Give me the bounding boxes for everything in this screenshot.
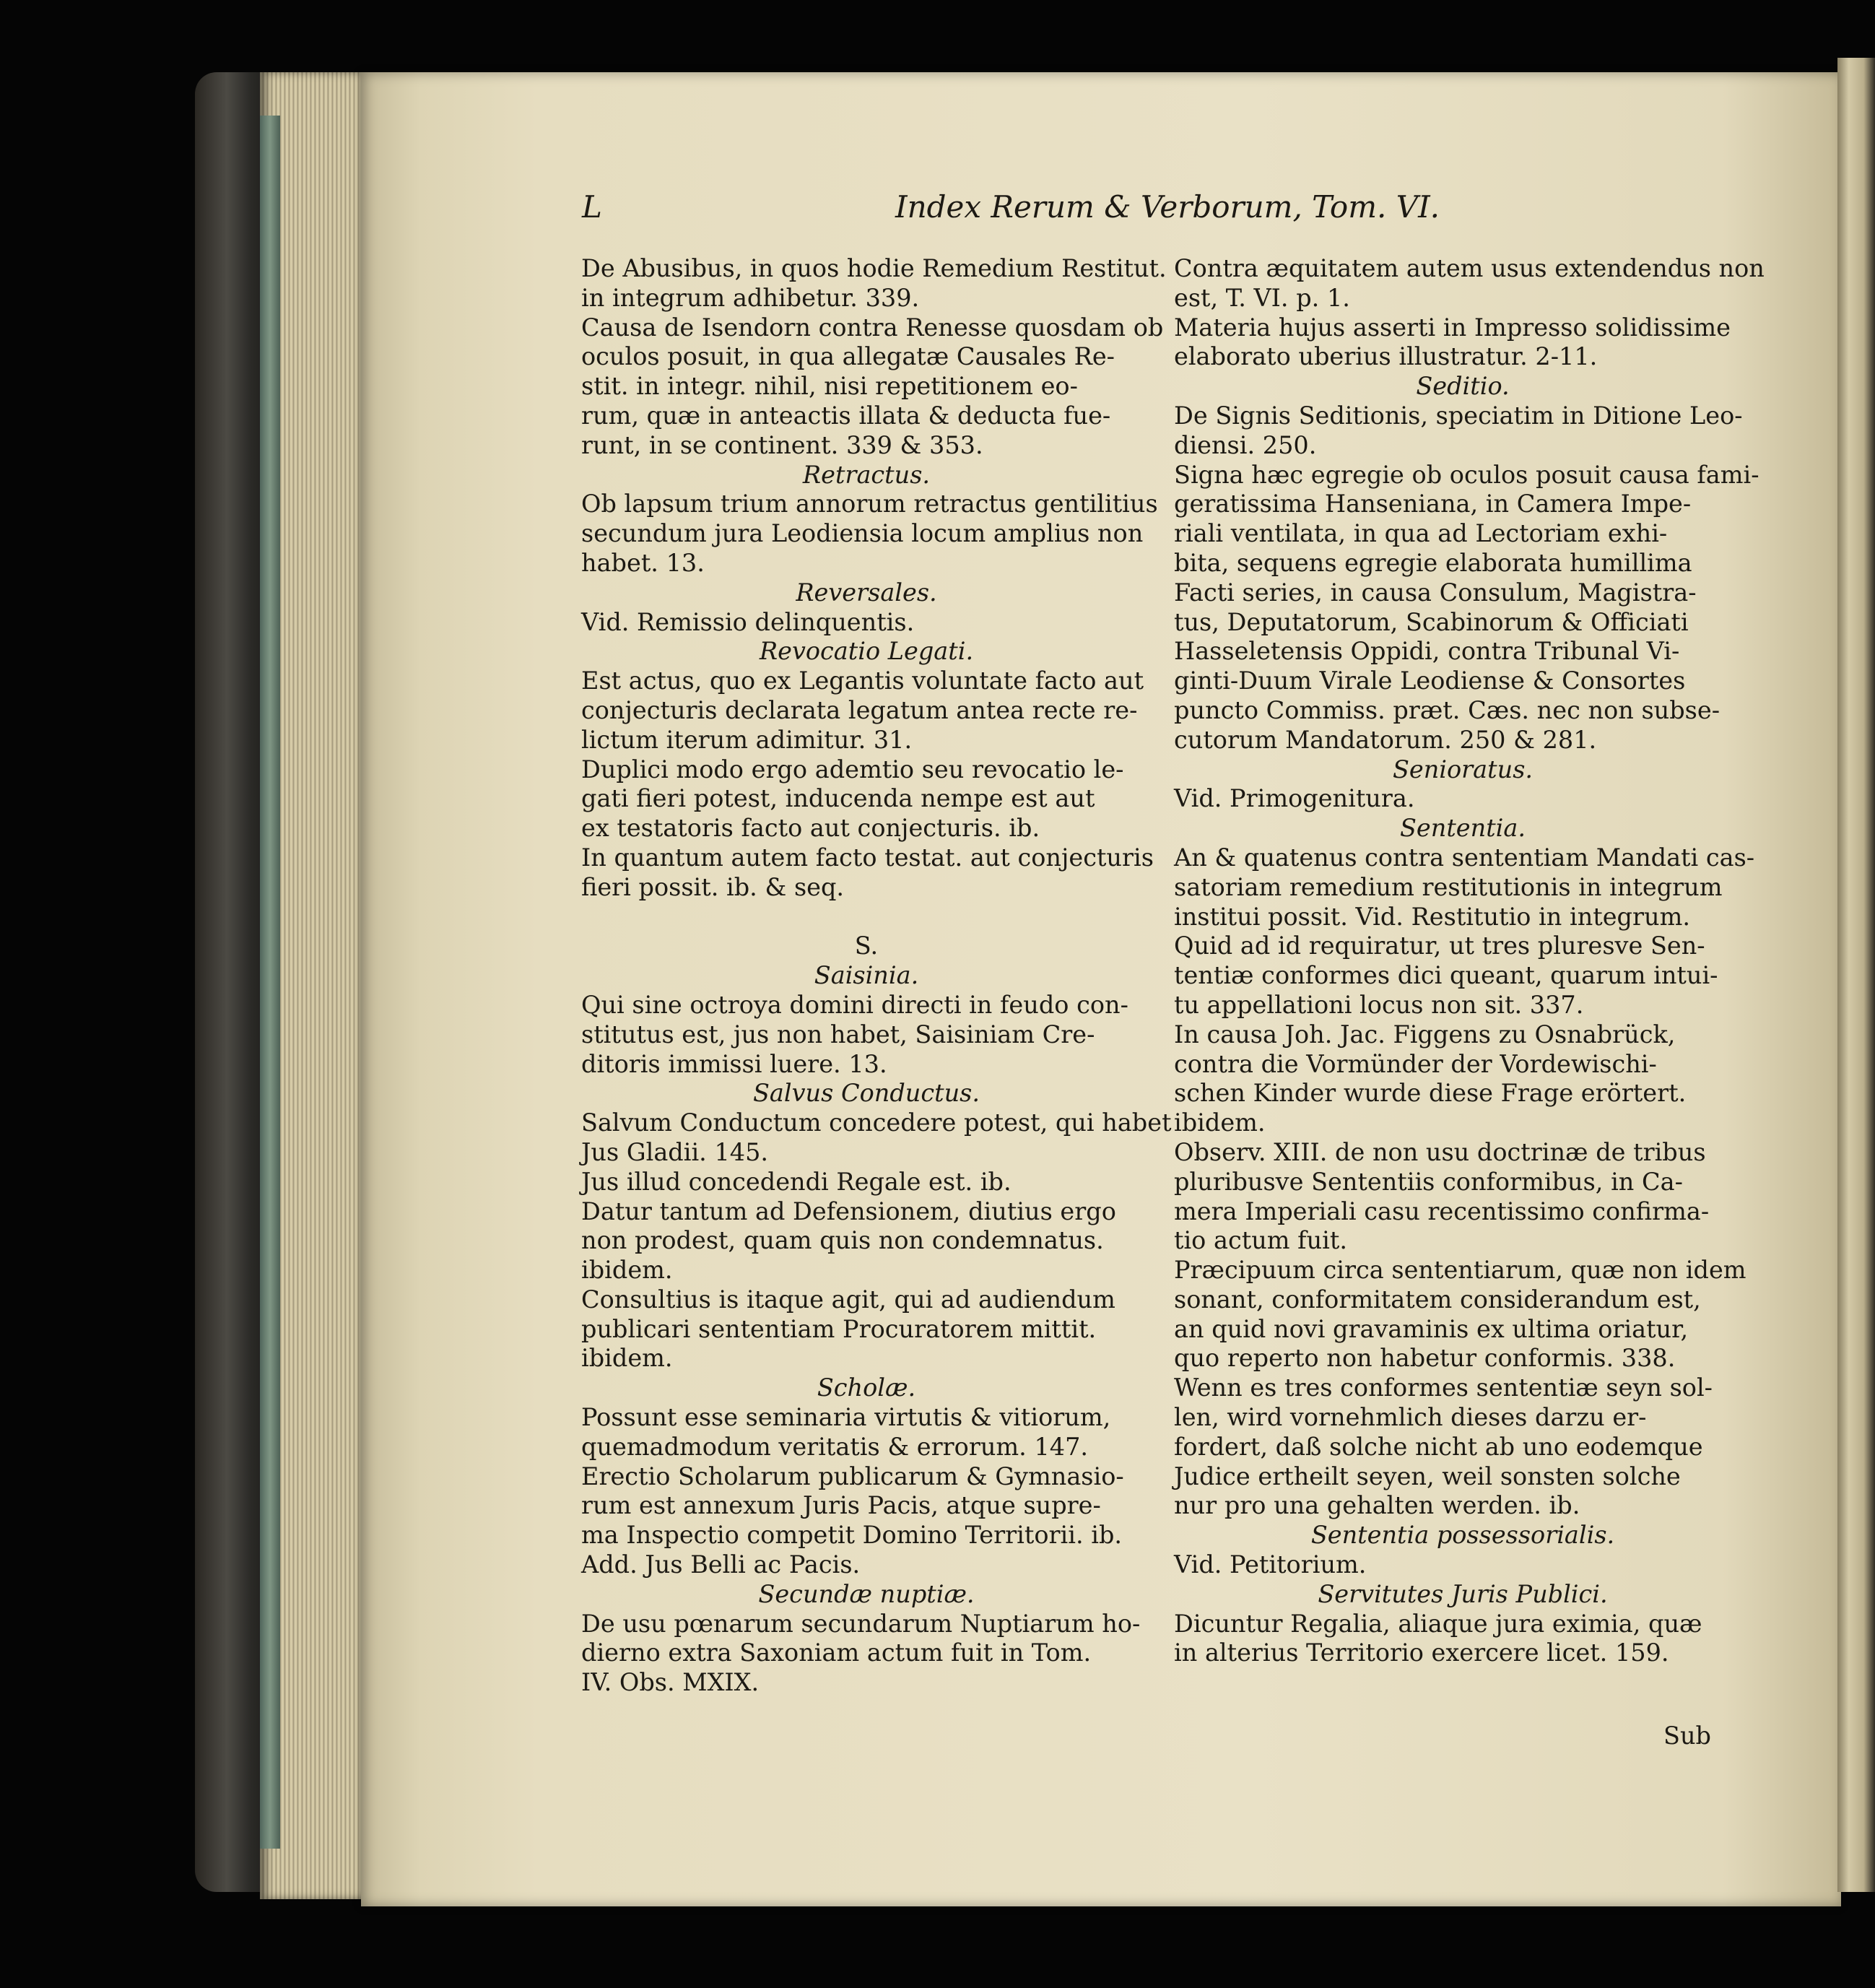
index-entry <box>1174 254 1765 313</box>
entry-line: tentiæ conformes dici queant, quarum intui- <box>1174 961 1718 990</box>
index-entry <box>581 490 1158 578</box>
entry-line: Causa de Isendorn contra Renesse quosdam ob <box>581 313 1164 342</box>
index-entry <box>581 1108 1172 1168</box>
entry-line: tio actum fuit. <box>1174 1226 1347 1255</box>
entry-line: In causa Joh. Jac. Figgens zu Osnabrück, <box>1174 1020 1676 1049</box>
entry-line: Quid ad id requiratur, ut tres pluresve Sen- <box>1174 932 1705 960</box>
headband <box>260 116 280 1849</box>
catchword: Sub <box>1663 1722 1711 1750</box>
entry-line: non prodest, quam quis non condemnatus. <box>581 1226 1104 1255</box>
entry-line: len, wird vornehmlich dieses darzu er- <box>1174 1403 1647 1432</box>
entry-line: gati fieri potest, inducenda nempe est aut <box>581 784 1095 813</box>
page-edges <box>260 72 375 1899</box>
index-heading: Scholæ. <box>817 1373 916 1402</box>
index-entry <box>581 755 1152 843</box>
index-heading: Senioratus. <box>1392 755 1534 784</box>
entry-line: In quantum autem facto testat. aut conjecturis <box>581 843 1154 872</box>
entry-line: ma Inspectio competit Domino Territorii. ib. <box>581 1521 1123 1550</box>
entry-line: Jus Gladii. 145. <box>581 1137 769 1166</box>
right-column <box>1174 254 1765 1668</box>
entry-line: De Signis Seditionis, speciatim in Ditione Leo- <box>1174 401 1743 430</box>
entry-line: institui possit. Vid. Restitutio in integrum. <box>1174 902 1690 931</box>
index-entry <box>1174 784 1752 814</box>
entry-line: schen Kinder wurde diese Frage erörtert. <box>1174 1079 1687 1108</box>
entry-line: Possunt esse seminaria virtutis & vitiorum, <box>581 1403 1111 1432</box>
entry-line: ex testatoris facto aut conjecturis. ib. <box>581 814 1040 843</box>
entry-line: mera Imperiali casu recentissimo confirma- <box>1174 1197 1710 1225</box>
index-entry <box>581 991 1152 1079</box>
entry-line: Salvum Conductum concedere potest, qui habet <box>581 1108 1172 1137</box>
facing-page-edge <box>1837 58 1875 1892</box>
entry-line: Jus illud concedendi Regale est. ib. <box>581 1167 1012 1196</box>
index-entry <box>581 667 1152 755</box>
entry-line: pluribusve Sententiis conformibus, in Ca- <box>1174 1167 1683 1196</box>
entry-line: ibidem. <box>581 1256 673 1285</box>
index-heading: Sententia. <box>1399 814 1526 843</box>
entry-line: Hasseletensis Oppidi, contra Tribunal Vi- <box>1174 637 1680 666</box>
index-entry <box>1174 1020 1752 1138</box>
entry-line: IV. Obs. MXIX. <box>581 1668 760 1697</box>
index-entry <box>581 1285 1152 1373</box>
index-entry <box>581 608 1152 638</box>
entry-line: habet. 13. <box>581 548 705 577</box>
entry-line: De Abusibus, in quos hodie Remedium Restitut. <box>581 254 1167 282</box>
index-entry <box>581 1462 1152 1580</box>
entry-line: Ob lapsum trium annorum retractus gentilitius <box>581 490 1158 518</box>
entry-line: conjecturis declarata legatum antea recte re- <box>581 695 1138 724</box>
entry-line: ginti-Duum Virale Leodiense & Consortes <box>1174 667 1686 695</box>
index-heading: Salvus Conductus. <box>752 1079 980 1108</box>
index-entry <box>581 1168 1152 1197</box>
entry-line: stitutus est, jus non habet, Saisiniam Cre- <box>581 1020 1095 1049</box>
index-heading: Saisinia. <box>814 961 919 990</box>
entry-line: riali ventilata, in qua ad Lectoriam exhi- <box>1174 519 1668 548</box>
entry-line: tus, Deputatorum, Scabinorum & Officiati <box>1174 607 1689 636</box>
entry-line: Duplici modo ergo ademtio seu revocatio le- <box>581 755 1124 784</box>
left-column <box>581 254 1172 1698</box>
entry-line: quo reperto non habetur conformis. 338. <box>1174 1344 1676 1373</box>
entry-line: Vid. Primogenitura. <box>1174 784 1415 813</box>
index-entry <box>581 313 1164 461</box>
entry-line: puncto Commiss. præt. Cæs. nec non subse- <box>1174 695 1720 724</box>
entry-line: elaborato uberius illustratur. 2-11. <box>1174 342 1598 371</box>
entry-line: cutorum Mandatorum. 250 & 281. <box>1174 725 1597 754</box>
index-heading: Sententia possessorialis. <box>1310 1521 1615 1550</box>
entry-line: Datur tantum ad Defensionem, diutius ergo <box>581 1197 1116 1225</box>
index-entry <box>1174 1550 1752 1580</box>
index-entry <box>1174 401 1752 461</box>
index-heading: Revocatio Legati. <box>759 637 974 666</box>
entry-line: Præcipuum circa sententiarum, quæ non idem <box>1174 1256 1746 1285</box>
entry-line: Erectio Scholarum publicarum & Gymnasio- <box>581 1462 1124 1490</box>
entry-line: Consultius is itaque agit, qui ad audiendum <box>581 1285 1115 1314</box>
entry-line: Observ. XIII. de non usu doctrinæ de tribus <box>1174 1137 1706 1166</box>
entry-line: Contra æquitatem autem usus extendendus non <box>1174 254 1765 282</box>
index-entry <box>581 843 1152 903</box>
index-entry <box>581 1403 1152 1462</box>
entry-line: geratissima Hanseniana, in Camera Impe- <box>1174 490 1692 518</box>
entry-line: diensi. 250. <box>1174 430 1317 459</box>
index-entry <box>1174 313 1752 373</box>
entry-line: contra die Vormünder der Vordewischi- <box>1174 1049 1657 1078</box>
page-number: L <box>582 189 602 225</box>
entry-line: ditoris immissi luere. 13. <box>581 1049 887 1078</box>
entry-line: Dicuntur Regalia, aliaque jura eximia, quæ <box>1174 1609 1702 1638</box>
entry-line: Vid. Petitorium. <box>1174 1550 1367 1579</box>
entry-line: nur pro una gehalten werden. ib. <box>1174 1491 1580 1520</box>
entry-line: sonant, conformitatem considerandum est, <box>1174 1285 1701 1314</box>
index-entry <box>1174 1610 1752 1669</box>
index-entry <box>1174 460 1759 755</box>
entry-line: bita, sequens egregie elaborata humillima <box>1174 548 1692 577</box>
entry-line: secundum jura Leodiensia locum amplius non <box>581 519 1144 548</box>
entry-line: stit. in integr. nihil, nisi repetitionem eo- <box>581 372 1078 401</box>
index-entry <box>1174 843 1755 932</box>
index-entry <box>1174 1138 1752 1256</box>
index-entry <box>581 1197 1152 1285</box>
entry-line: dierno extra Saxoniam actum fuit in Tom. <box>581 1638 1092 1667</box>
entry-line: ibidem. <box>581 1344 673 1373</box>
index-heading: Reversales. <box>796 578 937 607</box>
index-entry <box>581 1610 1152 1698</box>
entry-line: est, T. VI. p. 1. <box>1174 283 1350 312</box>
entry-line: De usu pœnarum secundarum Nuptiarum ho- <box>581 1609 1141 1638</box>
entry-line: an quid novi gravaminis ex ultima oriatur, <box>1174 1314 1689 1343</box>
entry-line: quemadmodum veritatis & errorum. 147. <box>581 1432 1089 1461</box>
entry-line: rum est annexum Juris Pacis, atque supre- <box>581 1491 1101 1520</box>
entry-line: Est actus, quo ex Legantis voluntate facto aut <box>581 667 1144 695</box>
entry-line: oculos posuit, in qua allegatæ Causales Re- <box>581 342 1115 371</box>
entry-line: fordert, daß solche nicht ab uno eodemque <box>1174 1432 1703 1461</box>
entry-line: tu appellationi locus non sit. 337. <box>1174 990 1584 1019</box>
entry-line: Materia hujus asserti in Impresso solidissime <box>1174 313 1731 342</box>
index-heading: Retractus. <box>802 460 931 489</box>
index-heading: Servitutes Juris Publici. <box>1318 1579 1608 1608</box>
entry-line: rum, quæ in anteactis illata & deducta fue- <box>581 401 1111 430</box>
entry-line: in alterius Territorio exercere licet. 159. <box>1174 1638 1669 1667</box>
entry-line: publicari sententiam Procuratorem mittit. <box>581 1314 1097 1343</box>
entry-line: Signa hæc egregie ob oculos posuit causa fami- <box>1174 460 1759 489</box>
index-heading: Secundæ nuptiæ. <box>758 1579 975 1608</box>
entry-line: satoriam remedium restitutionis in integrum <box>1174 872 1723 901</box>
entry-line: fieri possit. ib. & seq. <box>581 872 845 901</box>
entry-line: ibidem. <box>1174 1108 1266 1137</box>
section-letter: S. <box>854 932 879 960</box>
entry-line: Qui sine octroya domini directi in feudo con- <box>581 990 1128 1019</box>
index-heading: Seditio. <box>1416 372 1510 401</box>
entry-line: lictum iterum adimitur. 31. <box>581 725 913 754</box>
entry-line: Vid. Remissio delinquentis. <box>581 607 915 636</box>
running-head: Index Rerum & Verborum, Tom. VI. <box>895 189 1440 225</box>
index-entry <box>1174 932 1752 1020</box>
entry-line: Judice ertheilt seyen, weil sonsten solche <box>1174 1462 1681 1490</box>
entry-line: Facti series, in causa Consulum, Magistra- <box>1174 578 1697 607</box>
spacer <box>581 903 1152 932</box>
entry-line: An & quatenus contra sententiam Mandati cas- <box>1174 843 1755 872</box>
index-entry <box>1174 1256 1752 1373</box>
entry-line: runt, in se continent. 339 & 353. <box>581 430 983 459</box>
entry-line: Wenn es tres conformes sententiæ seyn sol- <box>1174 1373 1713 1402</box>
index-entry <box>581 254 1167 313</box>
index-entry <box>1174 1373 1752 1521</box>
entry-line: Add. Jus Belli ac Pacis. <box>581 1550 861 1579</box>
entry-line: in integrum adhibetur. 339. <box>581 283 920 312</box>
